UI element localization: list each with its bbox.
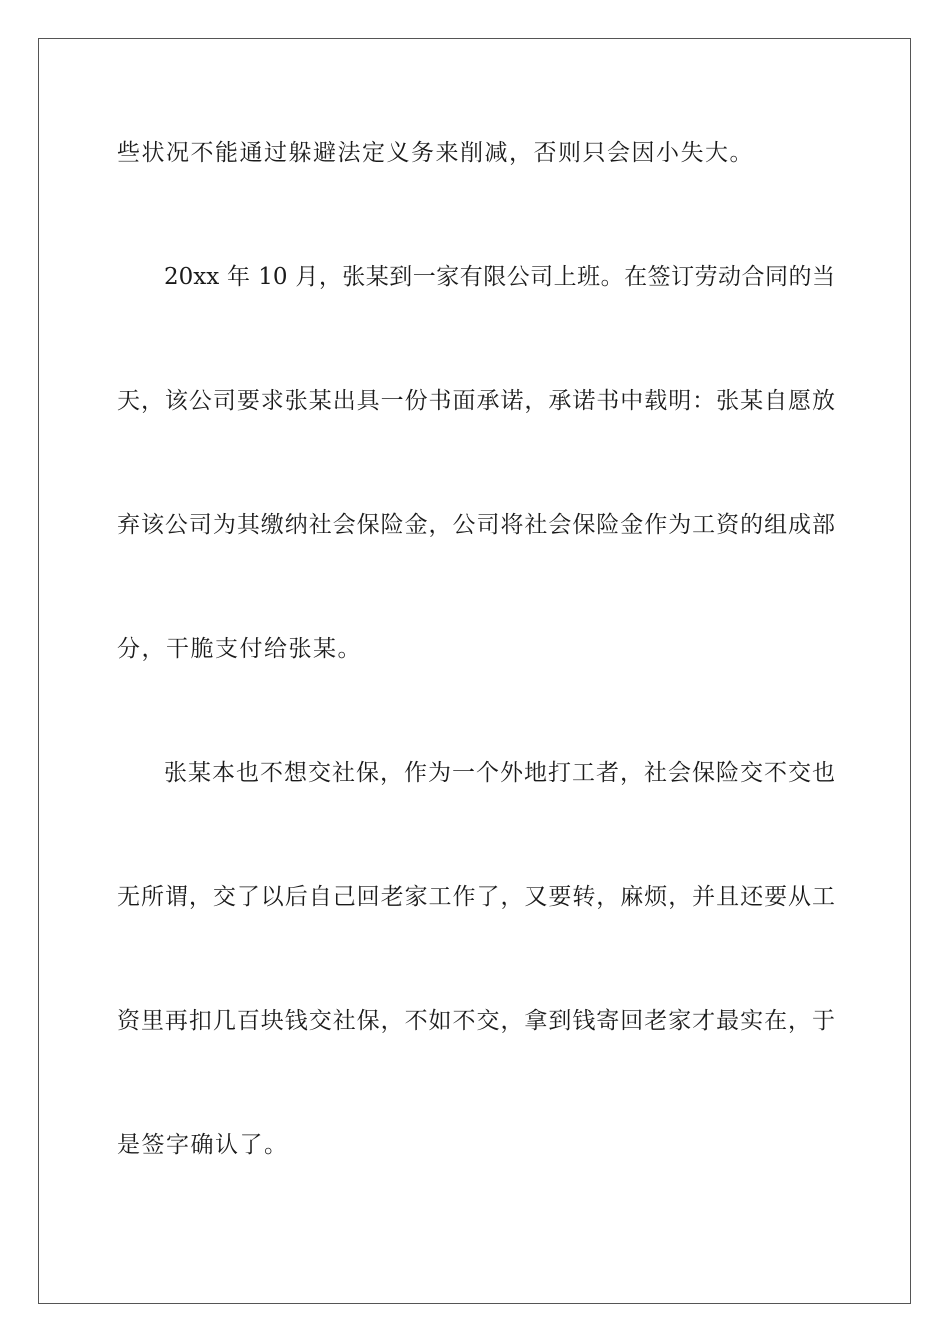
text-line-8: 资里再扣几百块钱交社保，不如不交，拿到钱寄回老家才最实在，于 (117, 1008, 835, 1034)
text-line-9: 是签字确认了。 (117, 1132, 289, 1158)
text-line-5: 分，干脆支付给张某。 (117, 636, 362, 662)
text-line-4: 弃该公司为其缴纳社会保险金，公司将社会保险金作为工资的组成部 (117, 512, 835, 538)
text-line-6: 张某本也不想交社保，作为一个外地打工者，社会保险交不交也 (164, 760, 835, 786)
text-line-7: 无所谓，交了以后自己回老家工作了，又要转，麻烦，并且还要从工 (117, 884, 835, 910)
text-line-3: 天，该公司要求张某出具一份书面承诺，承诺书中载明：张某自愿放 (117, 388, 835, 414)
text-line-1: 些状况不能通过躲避法定义务来削减，否则只会因小失大。 (117, 140, 754, 166)
text-line-2: 20xx 年 10 月，张某到一家有限公司上班。在签订劳动合同的当 (164, 264, 835, 290)
page-border (38, 38, 911, 1304)
